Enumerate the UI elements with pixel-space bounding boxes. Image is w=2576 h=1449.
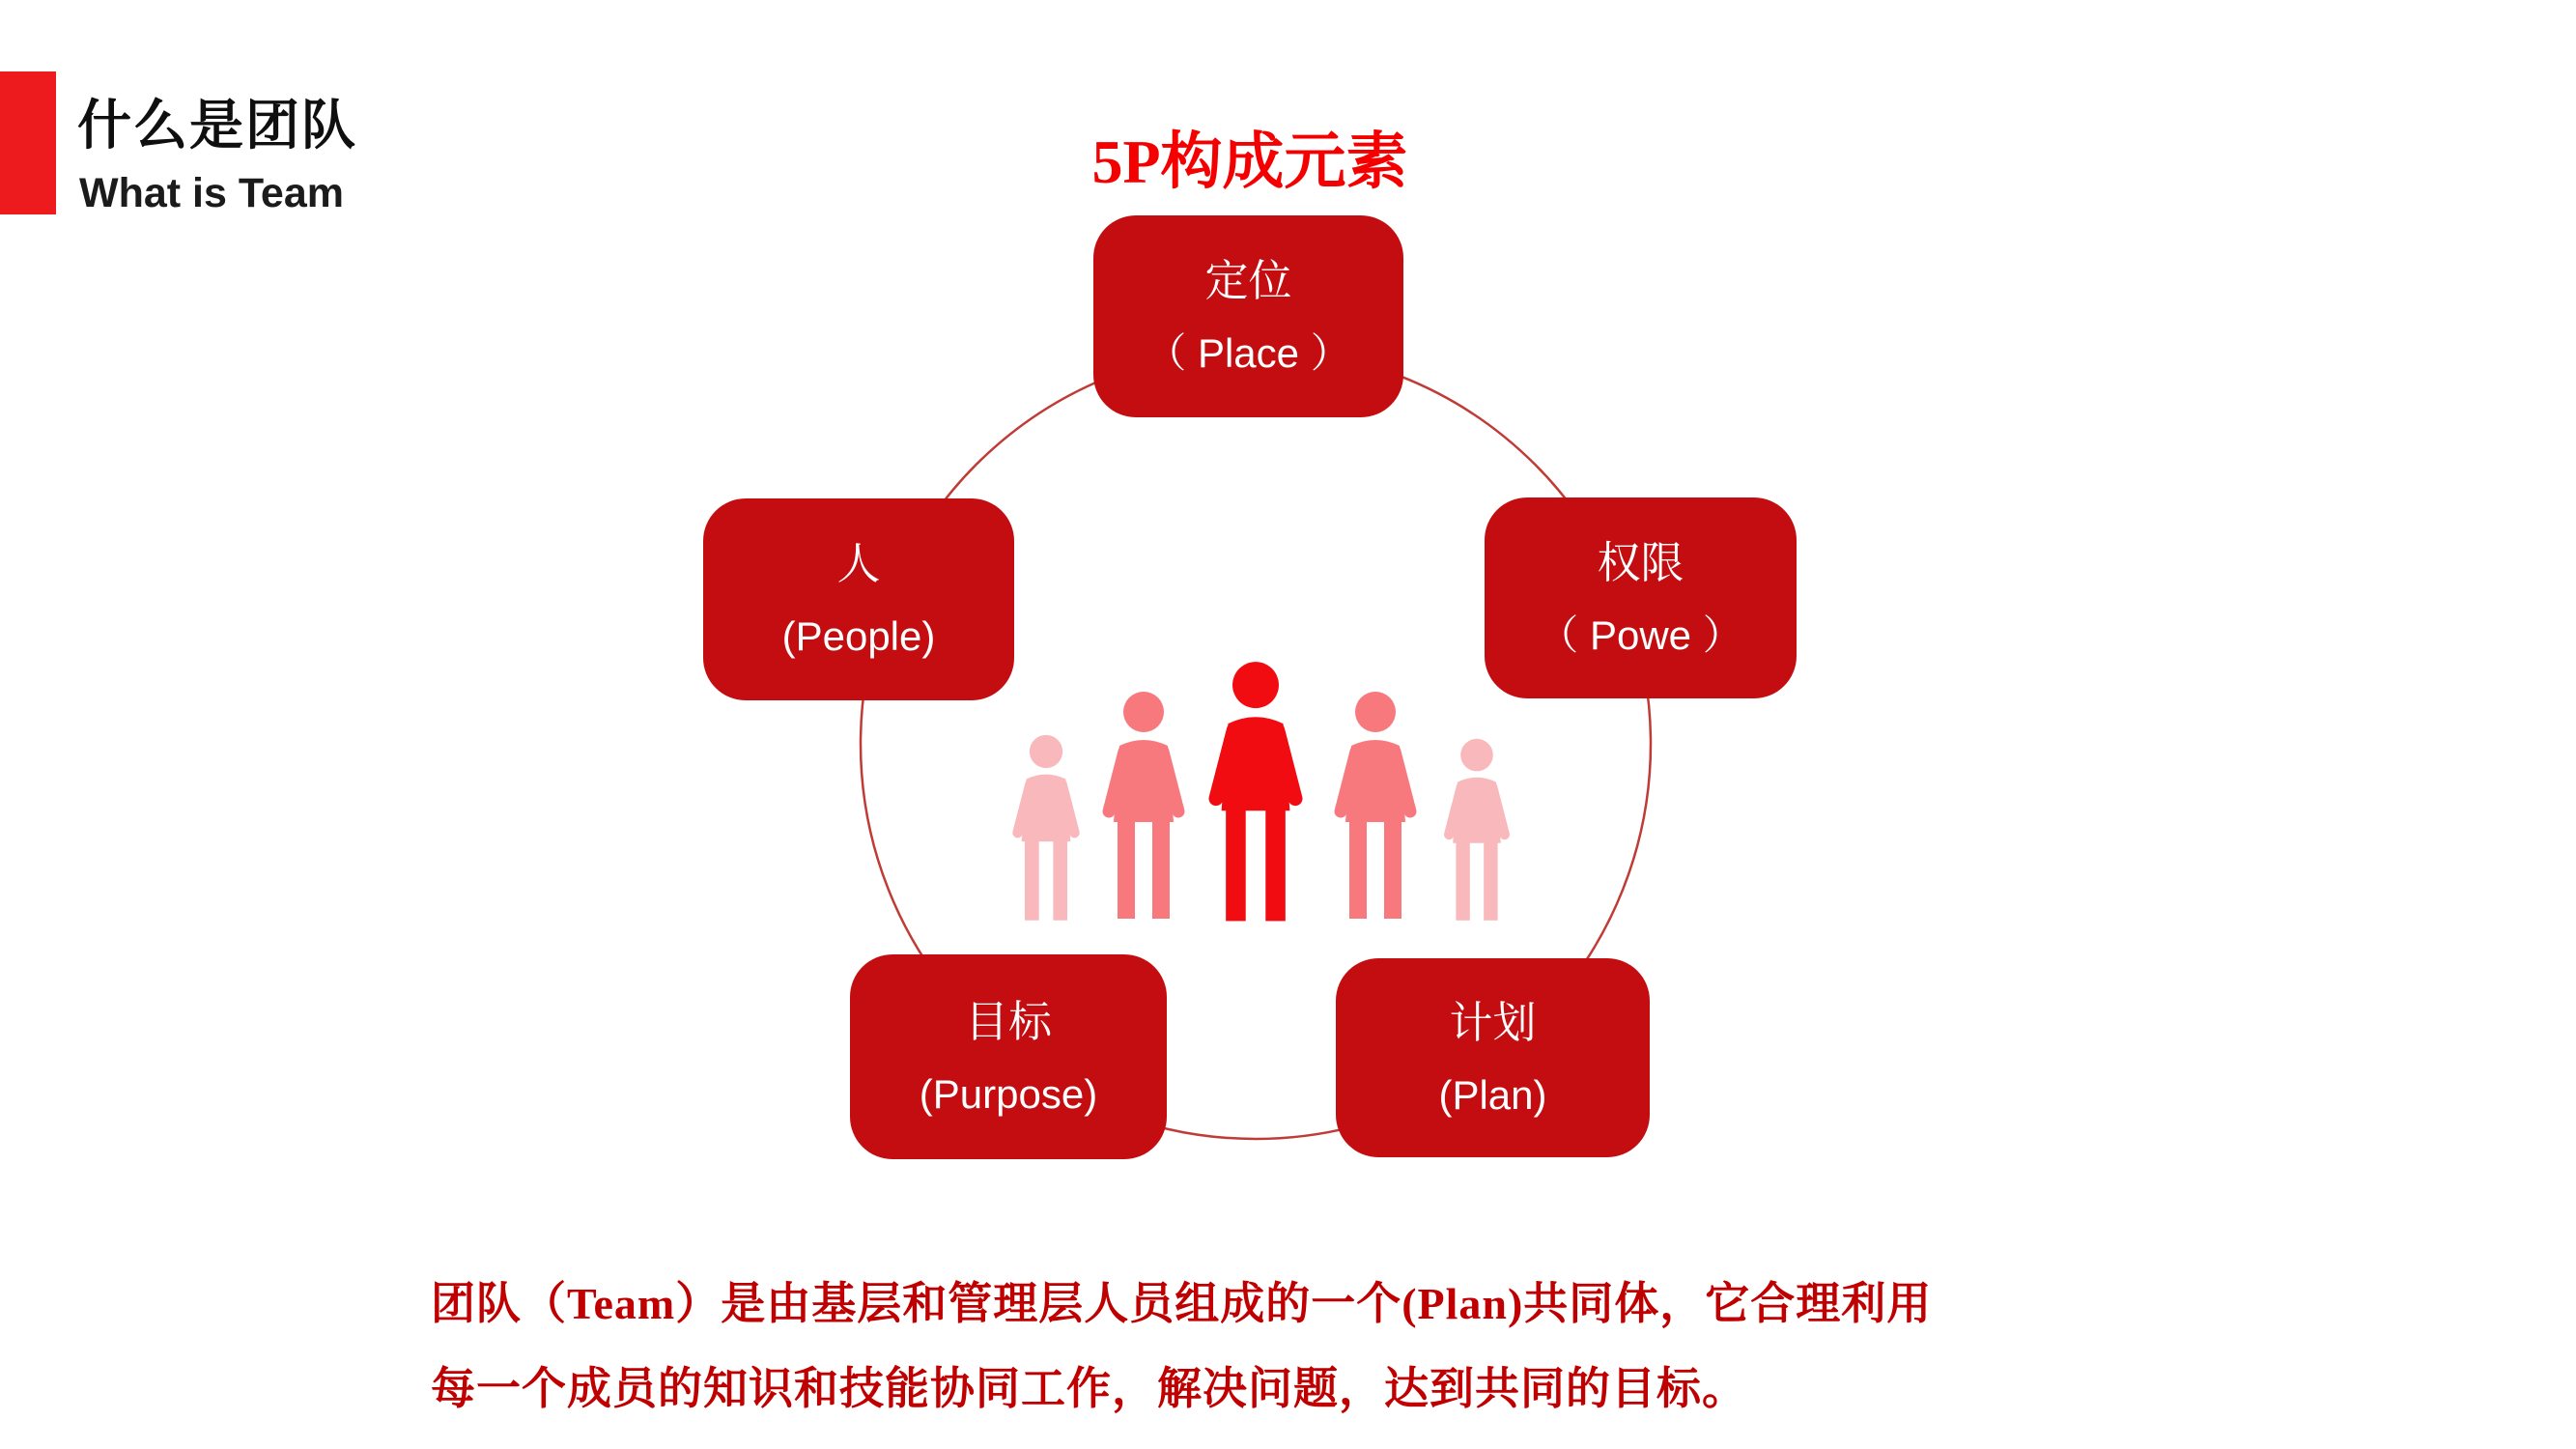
place-box	[1093, 215, 1403, 417]
place-box-title: 定位	[1204, 256, 1292, 305]
diagram-title: 5P构成元素	[1091, 128, 1408, 196]
team-definition-paragraph	[431, 1262, 2169, 1432]
purpose-box	[850, 954, 1167, 1159]
people-box-title: 人	[836, 539, 881, 588]
person-inner-right-icon	[1341, 692, 1410, 919]
power-box	[1485, 497, 1797, 698]
people-box-subtitle: (People)	[781, 613, 936, 659]
person-outer-right-icon	[1449, 739, 1505, 921]
power-box-subtitle: （ Powe ）	[1538, 611, 1743, 658]
person-inner-left-icon	[1109, 692, 1178, 919]
team-definition-line-2: 每一个成员的知识和技能协同工作，解决问题，达到共同的目标。	[431, 1364, 1747, 1413]
team-definition-line-1: 团队（Team）是由基层和管理层人员组成的一个(Plan)共同体，它合理利用	[431, 1279, 1933, 1328]
person-outer-left-icon	[1018, 735, 1075, 921]
page-title: 什么是团队	[77, 97, 357, 156]
purpose-box-subtitle: (Purpose)	[919, 1070, 1098, 1117]
person-center-icon	[1216, 662, 1295, 921]
plan-box-subtitle: (Plan)	[1438, 1071, 1547, 1118]
purpose-box-title: 目标	[964, 996, 1052, 1046]
power-box-title: 权限	[1597, 537, 1684, 587]
plan-box	[1336, 958, 1650, 1157]
people-box	[703, 498, 1014, 700]
page-subtitle: What is Team	[79, 170, 344, 216]
place-box-subtitle: （ Place ）	[1146, 330, 1351, 376]
plan-box-title: 计划	[1449, 997, 1537, 1047]
